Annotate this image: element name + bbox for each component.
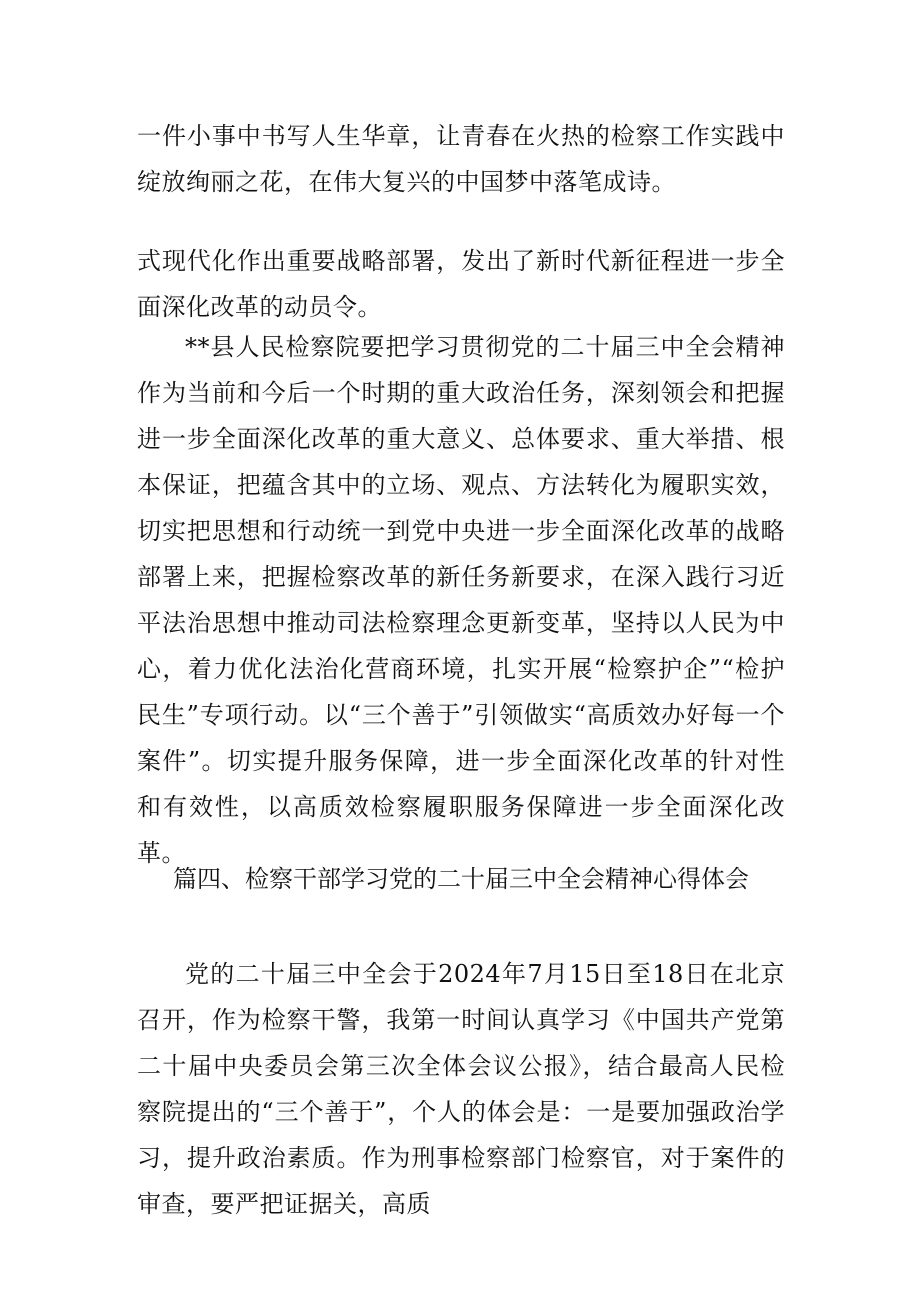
- section-heading: 篇四、检察干部学习党的二十届三中全会精神心得体会: [173, 865, 749, 893]
- paragraph-county-procuratorate: **县人民检察院要把学习贯彻党的二十届三中全会精神作为当前和今后一个时期的重大政治任务，深刻领会和把握进一步全面深化改革的重大意义、总体要求、重大举措、根本保证，把蕴含其中的立场、观点、方法转化为履职实效，切实把思想和行动统一到党中央进一步全面深化改革的战略部署上来，把握检察改革的新任务新要求，在深入践行习近平法治思想中推动司法检察理念更新变革，坚持以人民为中心，着力优化法治化营商环境，扎实开展“检察护企”“检护民生”专项行动。以“三个善于”引领做实“高质效办好每一个案件”。切实提升服务保障，进一步全面深化改革的针对性和有效性，以高质效检察履职服务保障进一步全面深化改革。: [137, 333, 785, 867]
- paragraph-continuation: 一件小事中书写人生华章，让青春在火热的检察工作实践中绽放绚丽之花，在伟大复兴的中国梦中落笔成诗。: [137, 122, 785, 196]
- section-first-paragraph: 党的二十届三中全会于2024年7月15日至18日在北京召开，作为检察干警，我第一时间认真学习《中国共产党第二十届中央委员会第三次全体会议公报》，结合最高人民检察院提出的“三个善于”，个人的体会是：一是要加强政治学习，提升政治素质。作为刑事检察部门检察官，对于案件的审查，要严把证据关，高质: [137, 960, 785, 1218]
- paragraph-continuation-2: 式现代化作出重要战略部署，发出了新时代新征程进一步全面深化改革的动员令。: [137, 247, 785, 321]
